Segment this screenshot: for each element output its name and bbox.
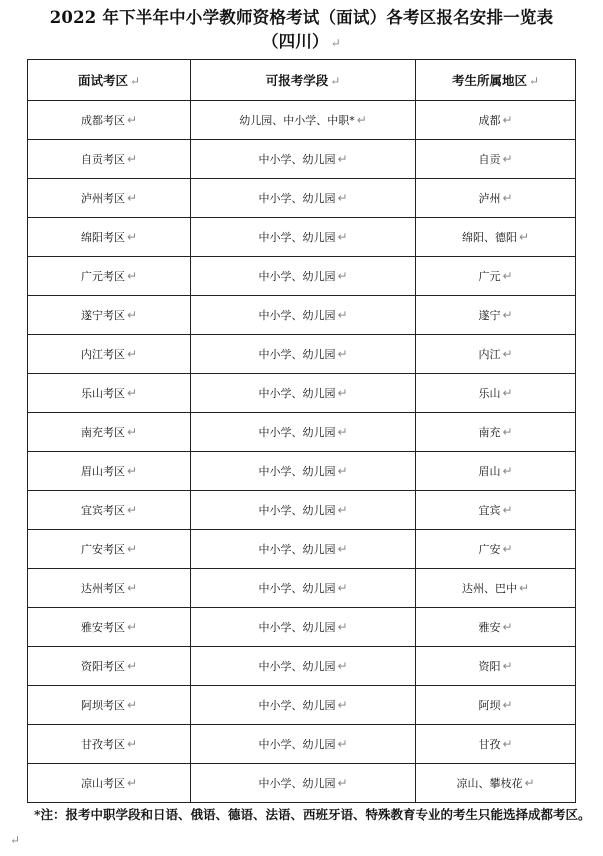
paragraph-mark-icon: ↵ xyxy=(337,737,348,751)
region-cell: 广元 ↵ xyxy=(416,257,576,296)
district-cell: 凉山考区 ↵ xyxy=(28,764,191,803)
table-row xyxy=(28,491,576,530)
stage-cell: 中小学、幼儿园 ↵ xyxy=(191,725,416,764)
paragraph-mark-icon: ↵ xyxy=(337,308,348,322)
table-row xyxy=(28,101,576,140)
paragraph-mark-icon: ↵ xyxy=(337,698,348,712)
region-cell: 达州、巴中 ↵ xyxy=(416,569,576,608)
header-district: 面试考区 ↵ xyxy=(28,60,191,101)
table-row xyxy=(28,140,576,179)
stage-cell: 中小学、幼儿园 ↵ xyxy=(191,530,416,569)
paragraph-mark-icon: ↵ xyxy=(126,464,138,478)
paragraph-mark-icon: ↵ xyxy=(126,581,138,595)
header-stage: 可报考学段 ↵ xyxy=(191,60,416,101)
footnote: *注：报考中职学段和日语、俄语、德语、法语、西班牙语、特殊教育专业的考生只能选择成都考区。↵ xyxy=(10,807,591,847)
paragraph-mark-icon: ↵ xyxy=(502,698,513,712)
paragraph-mark-icon: ↵ xyxy=(502,152,513,166)
paragraph-mark-icon: ↵ xyxy=(502,347,513,361)
stage-cell: 中小学、幼儿园 ↵ xyxy=(191,608,416,647)
paragraph-mark-icon: ↵ xyxy=(518,230,530,244)
paragraph-mark-icon: ↵ xyxy=(337,230,348,244)
table-row xyxy=(28,530,576,569)
stage-cell: 中小学、幼儿园 ↵ xyxy=(191,179,416,218)
stage-cell: 中小学、幼儿园 ↵ xyxy=(191,140,416,179)
region-cell: 乐山 ↵ xyxy=(416,374,576,413)
paragraph-mark-icon: ↵ xyxy=(337,464,348,478)
region-cell: 南充 ↵ xyxy=(416,413,576,452)
paragraph-mark-icon: ↵ xyxy=(337,776,348,790)
table-header-row xyxy=(28,60,576,101)
paragraph-mark-icon: ↵ xyxy=(528,74,540,88)
region-cell: 广安 ↵ xyxy=(416,530,576,569)
paragraph-mark-icon: ↵ xyxy=(502,386,513,400)
paragraph-mark-icon: ↵ xyxy=(126,776,138,790)
paragraph-mark-icon: ↵ xyxy=(337,581,348,595)
paragraph-mark-icon: ↵ xyxy=(337,659,348,673)
region-cell: 遂宁 ↵ xyxy=(416,296,576,335)
title-line-1: 2022 年下半年中小学教师资格考试（面试）各考区报名安排一览表 xyxy=(49,8,554,27)
paragraph-mark-icon: ↵ xyxy=(337,386,348,400)
exam-district-table xyxy=(27,59,576,803)
stage-cell: 中小学、幼儿园 ↵ xyxy=(191,686,416,725)
stage-cell: 中小学、幼儿园 ↵ xyxy=(191,335,416,374)
district-cell: 甘孜考区 ↵ xyxy=(28,725,191,764)
paragraph-mark-icon: ↵ xyxy=(502,503,513,517)
paragraph-mark-icon: ↵ xyxy=(502,464,513,478)
paragraph-mark-icon: ↵ xyxy=(126,737,138,751)
paragraph-mark-icon: ↵ xyxy=(126,230,138,244)
paragraph-mark-icon: ↵ xyxy=(10,833,21,847)
paragraph-mark-icon: ↵ xyxy=(502,659,513,673)
table-row xyxy=(28,725,576,764)
table-row xyxy=(28,764,576,803)
paragraph-mark-icon: ↵ xyxy=(337,152,348,166)
paragraph-mark-icon: ↵ xyxy=(502,620,513,634)
title-line-2: （四川） xyxy=(261,32,329,51)
paragraph-mark-icon: ↵ xyxy=(337,542,348,556)
table-row xyxy=(28,413,576,452)
paragraph-mark-icon: ↵ xyxy=(126,425,138,439)
region-cell: 绵阳、德阳 ↵ xyxy=(416,218,576,257)
region-cell: 自贡 ↵ xyxy=(416,140,576,179)
region-cell: 雅安 ↵ xyxy=(416,608,576,647)
page-title xyxy=(0,6,603,55)
paragraph-mark-icon: ↵ xyxy=(126,191,138,205)
paragraph-mark-icon: ↵ xyxy=(502,425,513,439)
paragraph-mark-icon: ↵ xyxy=(502,269,513,283)
table-row xyxy=(28,374,576,413)
district-cell: 广安考区 ↵ xyxy=(28,530,191,569)
district-cell: 雅安考区 ↵ xyxy=(28,608,191,647)
district-cell: 阿坝考区 ↵ xyxy=(28,686,191,725)
stage-cell: 中小学、幼儿园 ↵ xyxy=(191,491,416,530)
district-cell: 眉山考区 ↵ xyxy=(28,452,191,491)
stage-cell: 幼儿园、中小学、中职* ↵ xyxy=(191,101,416,140)
region-cell: 眉山 ↵ xyxy=(416,452,576,491)
paragraph-mark-icon: ↵ xyxy=(502,113,513,127)
stage-cell: 中小学、幼儿园 ↵ xyxy=(191,296,416,335)
paragraph-mark-icon: ↵ xyxy=(330,74,341,88)
region-cell: 阿坝 ↵ xyxy=(416,686,576,725)
region-cell: 内江 ↵ xyxy=(416,335,576,374)
paragraph-mark-icon: ↵ xyxy=(337,347,348,361)
stage-cell: 中小学、幼儿园 ↵ xyxy=(191,218,416,257)
stage-cell: 中小学、幼儿园 ↵ xyxy=(191,569,416,608)
paragraph-mark-icon: ↵ xyxy=(126,347,138,361)
table-row xyxy=(28,452,576,491)
paragraph-mark-icon: ↵ xyxy=(126,113,138,127)
district-cell: 广元考区 ↵ xyxy=(28,257,191,296)
paragraph-mark-icon: ↵ xyxy=(518,581,530,595)
region-cell: 泸州 ↵ xyxy=(416,179,576,218)
table-row xyxy=(28,686,576,725)
region-cell: 甘孜 ↵ xyxy=(416,725,576,764)
paragraph-mark-icon: ↵ xyxy=(126,659,138,673)
paragraph-mark-icon: ↵ xyxy=(129,74,141,88)
district-cell: 乐山考区 ↵ xyxy=(28,374,191,413)
district-cell: 达州考区 ↵ xyxy=(28,569,191,608)
table-row xyxy=(28,257,576,296)
paragraph-mark-icon: ↵ xyxy=(126,542,138,556)
paragraph-mark-icon: ↵ xyxy=(502,308,513,322)
table-row xyxy=(28,179,576,218)
region-cell: 宜宾 ↵ xyxy=(416,491,576,530)
district-cell: 泸州考区 ↵ xyxy=(28,179,191,218)
paragraph-mark-icon: ↵ xyxy=(524,776,535,790)
district-cell: 内江考区 ↵ xyxy=(28,335,191,374)
region-cell: 成都 ↵ xyxy=(416,101,576,140)
paragraph-mark-icon: ↵ xyxy=(337,191,348,205)
header-region: 考生所属地区 ↵ xyxy=(416,60,576,101)
paragraph-mark-icon: ↵ xyxy=(337,425,348,439)
paragraph-mark-icon: ↵ xyxy=(126,152,138,166)
district-cell: 自贡考区 ↵ xyxy=(28,140,191,179)
table-row xyxy=(28,218,576,257)
paragraph-mark-icon: ↵ xyxy=(330,36,342,50)
district-cell: 资阳考区 ↵ xyxy=(28,647,191,686)
table-row xyxy=(28,647,576,686)
region-cell: 凉山、攀枝花 ↵ xyxy=(416,764,576,803)
paragraph-mark-icon: ↵ xyxy=(356,113,367,127)
paragraph-mark-icon: ↵ xyxy=(337,503,348,517)
stage-cell: 中小学、幼儿园 ↵ xyxy=(191,257,416,296)
paragraph-mark-icon: ↵ xyxy=(126,269,138,283)
paragraph-mark-icon: ↵ xyxy=(126,620,138,634)
stage-cell: 中小学、幼儿园 ↵ xyxy=(191,413,416,452)
paragraph-mark-icon: ↵ xyxy=(337,269,348,283)
table-row xyxy=(28,296,576,335)
paragraph-mark-icon: ↵ xyxy=(126,308,138,322)
paragraph-mark-icon: ↵ xyxy=(337,620,348,634)
district-cell: 遂宁考区 ↵ xyxy=(28,296,191,335)
paragraph-mark-icon: ↵ xyxy=(502,542,513,556)
district-cell: 南充考区 ↵ xyxy=(28,413,191,452)
paragraph-mark-icon: ↵ xyxy=(502,737,513,751)
stage-cell: 中小学、幼儿园 ↵ xyxy=(191,764,416,803)
table-body xyxy=(28,101,576,803)
paragraph-mark-icon: ↵ xyxy=(126,503,138,517)
paragraph-mark-icon: ↵ xyxy=(126,386,138,400)
stage-cell: 中小学、幼儿园 ↵ xyxy=(191,374,416,413)
stage-cell: 中小学、幼儿园 ↵ xyxy=(191,647,416,686)
district-cell: 成都考区 ↵ xyxy=(28,101,191,140)
region-cell: 资阳 ↵ xyxy=(416,647,576,686)
table-row xyxy=(28,569,576,608)
paragraph-mark-icon: ↵ xyxy=(126,698,138,712)
stage-cell: 中小学、幼儿园 ↵ xyxy=(191,452,416,491)
paragraph-mark-icon: ↵ xyxy=(502,191,513,205)
district-cell: 绵阳考区 ↵ xyxy=(28,218,191,257)
table-row xyxy=(28,608,576,647)
table-row xyxy=(28,335,576,374)
district-cell: 宜宾考区 ↵ xyxy=(28,491,191,530)
